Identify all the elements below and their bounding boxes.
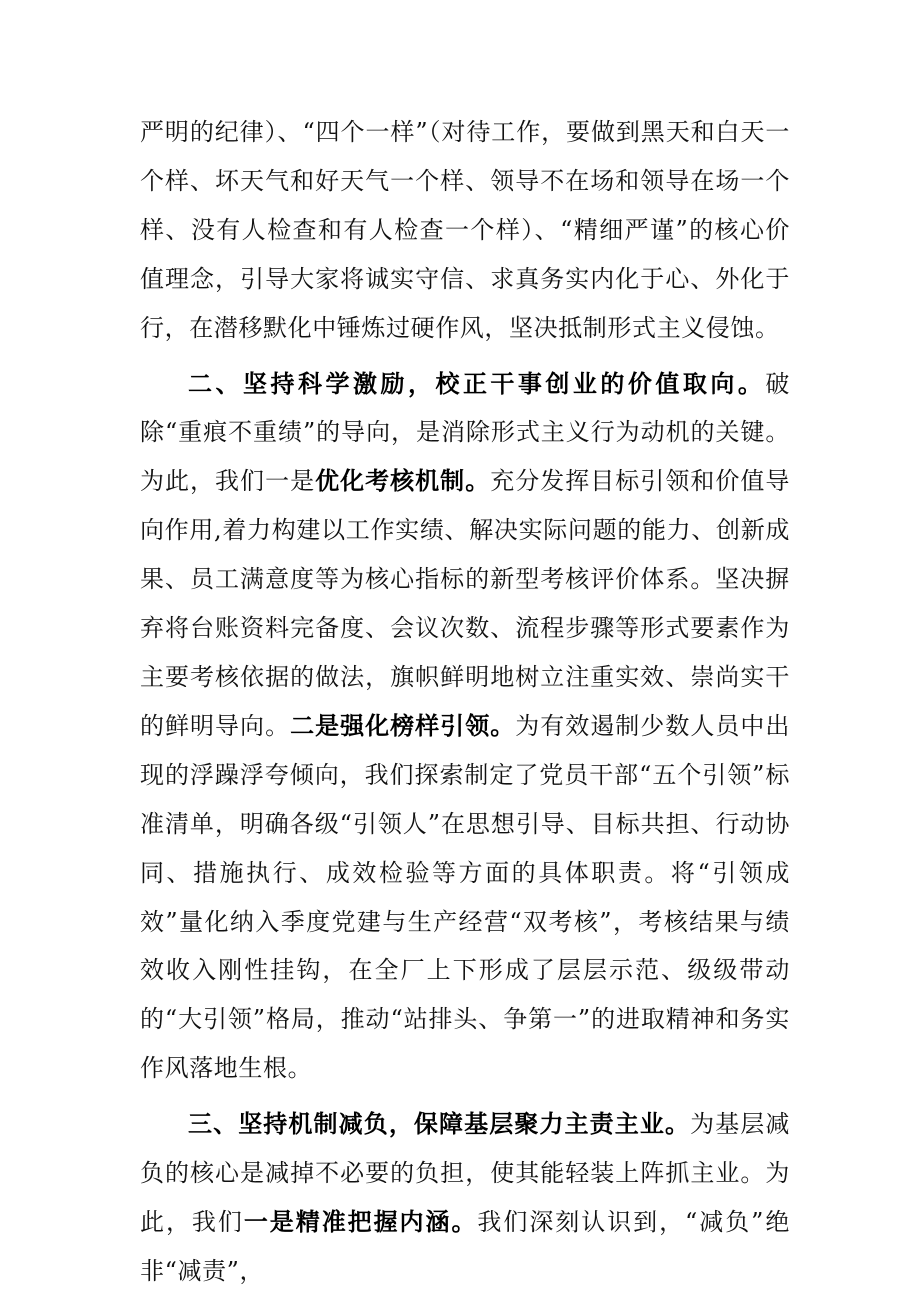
section-three-heading: 三、坚持机制减负，保障基层聚力主责主业。 (188, 1109, 691, 1139)
point-one-heading: 优化考核机制。 (315, 466, 491, 496)
section-two-heading: 二、坚持科学激励，校正干事创业的价值取向。 (188, 368, 766, 398)
paragraph-section-three (140, 1100, 790, 1296)
paragraph-text: 为基层减负的核心是减掉不必要的负担，使其能轻装上阵抓主业。为此，我们 (140, 1110, 791, 1236)
document-body (140, 108, 790, 1296)
paragraph-section-two (140, 360, 790, 1094)
point-two-heading: 二是强化榜样引领。 (290, 710, 516, 740)
paragraph-text: 我们深刻认识到，“减负”绝非“减责”， (140, 1207, 791, 1285)
paragraph-text: 为有效遏制少数人员中出现的浮躁浮夸倾向，我们探索制定了党员干部“五个引领”标准清单，明确各级“引领人”在思想引导、目标共担、行动协同、措施执行、成效检验等方面的具体职责。将“引领成效”量化纳入季度党建与生产经营“双考核”，考核结果与绩效收入刚性挂钩，在全厂上下形成了层层示范、级级带动的“大引领”格局，推动“站排头、争第一”的进取精神和务实作风落地生根。 (140, 711, 790, 1083)
paragraph-text: 破除“重痕不重绩”的导向，是消除形式主义行为动机的关键。为此，我们一是 (140, 369, 790, 496)
paragraph-continuation (140, 108, 790, 353)
paragraph-text: 严明的纪律）、“四个一样”（对待工作，要做到黑天和白天一个样、坏天气和好天气一个样、领导不在场和领导在场一个样、没有人检查和有人检查一个样）、“精细严谨”的核心价值理念，引导大家将诚实守信、求真务实内化于心、外化于行，在潜移默化中锤炼过硬作风，坚决抵制形式主义侵蚀。 (140, 118, 790, 342)
point-one-heading: 一是精准把握内涵。 (243, 1206, 478, 1236)
paragraph-text: 充分发挥目标引领和价值导向作用,着力构建以工作实绩、解决实际问题的能力、创新成果、员工满意度等为核心指标的新型考核评价体系。坚决摒弃将台账资料完备度、会议次数、流程步骤等形式要素作为主要考核依据的做法，旗帜鲜明地树立注重实效、崇尚实干的鲜明导向。 (140, 467, 790, 740)
